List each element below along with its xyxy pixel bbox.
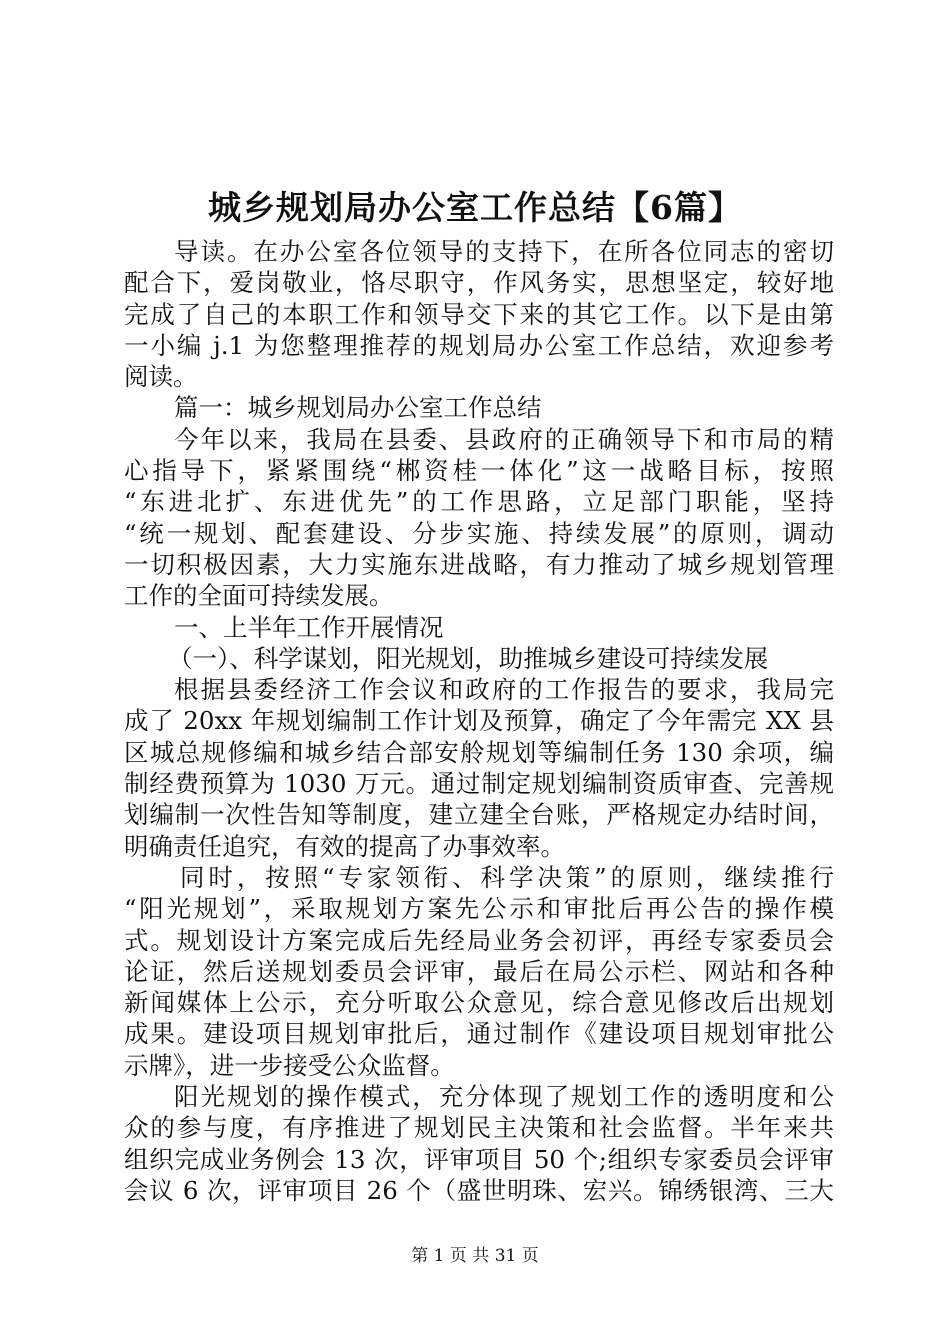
paragraph-line: 组织完成业务例会 13 次，评审项目 50 个;组织专家委员会评审 xyxy=(124,1144,834,1174)
paragraph-line: 示牌》，进一步接受公众监督。 xyxy=(124,1050,455,1080)
paragraph-line: “东进北扩、东进优先”的工作思路，立足部门职能，坚持 xyxy=(124,487,834,517)
paragraph-line: 阳光规划的操作模式，充分体现了规划工作的透明度和公 xyxy=(174,1082,834,1112)
subsection-heading: （一）、科学谋划，阳光规划，助推城乡建设可持续发展 xyxy=(168,643,769,673)
paragraph-line: 制经费预算为 1030 万元。通过制定规划编制资质审查、完善规 xyxy=(124,769,834,799)
paragraph-line: 根据县委经济工作会议和政府的工作报告的要求，我局完 xyxy=(174,675,834,705)
paragraph-line: 会议 6 次，评审项目 26 个（盛世明珠、宏兴。锦绣银湾、三大 xyxy=(124,1175,834,1205)
paragraph-line: 导读。在办公室各位领导的支持下，在所各位同志的密切 xyxy=(174,237,834,266)
paragraph-line: “统一规划、配套建设、分步实施、持续发展”的原则，调动 xyxy=(124,518,834,548)
paragraph-line: 一切积极因素，大力实施东进战略，有力推动了城乡规划管理 xyxy=(124,549,834,579)
paragraph-line: 阅读。 xyxy=(124,362,198,392)
paragraph-line: 同时，按照“专家领衔、科学决策”的原则，继续推行 xyxy=(180,862,834,892)
paragraph-line: “阳光规划”，采取规划方案先公示和审批后再公告的操作模 xyxy=(124,894,834,924)
paragraph-line: 工作的全面可持续发展。 xyxy=(124,581,394,611)
paragraph-line: 成了 20xx 年规划编制工作计划及预算，确定了今年需完 XX 县 xyxy=(124,706,834,736)
page-footer: 第 1 页 共 31 页 xyxy=(411,1246,539,1266)
document-body xyxy=(124,236,834,1206)
paragraph-line: 论证，然后送规划委员会评审，最后在局公示栏、网站和各种 xyxy=(124,956,834,986)
paragraph-line: 新闻媒体上公示，充分听取公众意见，综合意见修改后出规划 xyxy=(124,988,834,1018)
paragraph-line: 成果。建设项目规划审批后，通过制作《建设项目规划审批公 xyxy=(124,1019,834,1049)
section-heading: 篇一：城乡规划局办公室工作总结 xyxy=(174,393,542,423)
paragraph-line: 配合下，爱岗敬业，恪尽职守，作风务实，思想坚定，较好地 xyxy=(124,268,834,298)
paragraph-line: 今年以来，我局在县委、县政府的正确领导下和市局的精 xyxy=(174,424,834,454)
paragraph-line: 明确责任追究，有效的提高了办事效率。 xyxy=(124,831,565,861)
paragraph-line: 心指导下，紧紧围绕“郴资桂一体化”这一战略目标，按照 xyxy=(124,456,834,486)
paragraph-line: 划编制一次性告知等制度，建立建全台账，严格规定办结时间， xyxy=(124,800,834,830)
paragraph-line: 式。规划设计方案完成后先经局业务会初评，再经专家委员会 xyxy=(124,925,834,955)
paragraph-line: 众的参与度，有序推进了规划民主决策和社会监督。半年来共 xyxy=(124,1113,834,1143)
section-heading: 一、上半年工作开展情况 xyxy=(174,612,444,642)
paragraph-line: 区城总规修编和城乡结合部安舲规划等编制任务 130 余项，编 xyxy=(124,737,834,767)
paragraph-line: 一小编 j.1 为您整理推荐的规划局办公室工作总结，欢迎参考 xyxy=(124,330,834,360)
paragraph-line: 完成了自己的本职工作和领导交下来的其它工作。以下是由第 xyxy=(124,299,834,329)
document-title: 城乡规划局办公室工作总结【6篇】 xyxy=(208,188,742,227)
